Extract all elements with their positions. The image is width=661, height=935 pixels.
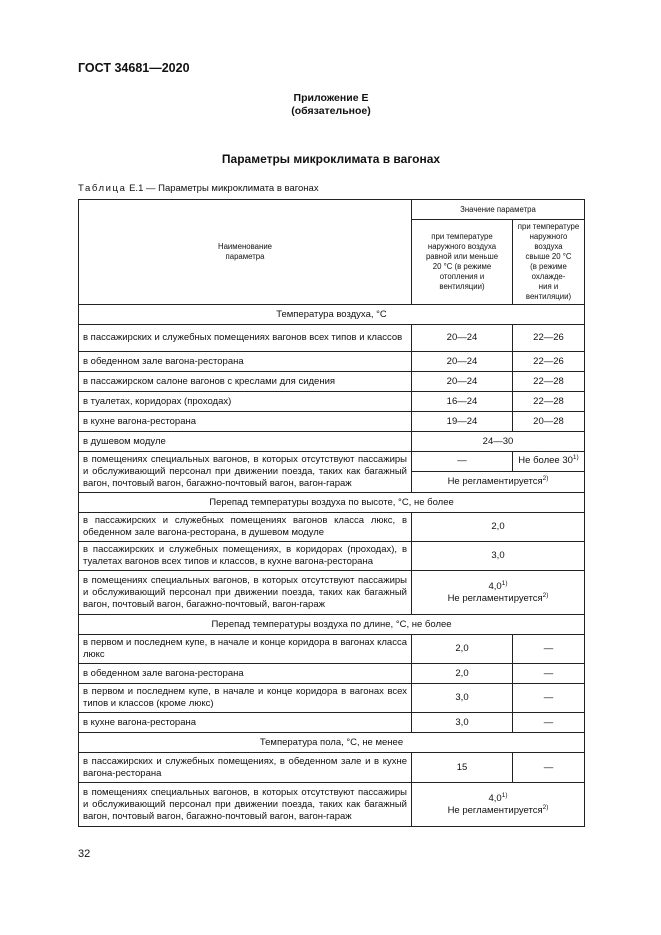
row-value-heating: 2,0: [412, 635, 513, 664]
row-value-heating: 3,0: [412, 713, 513, 733]
table-caption: [78, 183, 319, 194]
section-header: [79, 615, 585, 635]
table-body: [79, 305, 585, 827]
row-parameter-name: в пассажирских и служебных помещениях вагонов всех типов и классов: [79, 325, 412, 352]
row-parameter-name: в обеденном зале вагона-ресторана: [79, 664, 412, 684]
row-parameter-name: в первом и последнем купе, в начале и конце коридора в вагонах класса люкс: [79, 635, 412, 664]
row-parameter-name: в пассажирских и служебных помещениях, в коридорах (проходах), в туалетах вагонов всех типов и классов, в кухне вагона-ресторана: [79, 542, 412, 571]
value-secondary: [416, 593, 580, 605]
table-row: [79, 684, 585, 713]
section-header: [79, 493, 585, 513]
footnote-mark: 2): [542, 474, 549, 482]
table-caption-prefix: Таблица: [78, 183, 127, 194]
row-value-cooling: [513, 452, 585, 472]
row-parameter-name: в пассажирских и служебных помещениях, в обеденном зале и в кухне вагона-ресторана: [79, 753, 412, 783]
value-primary: [416, 793, 580, 805]
row-value-cooling: [513, 684, 585, 713]
row-value-heating: 15: [412, 753, 513, 783]
document-standard-code: ГОСТ 34681—2020: [78, 61, 190, 75]
section-title: Температура воздуха, °С: [276, 308, 387, 320]
value-text: 22—26: [533, 332, 564, 343]
row-parameter-name: в кухне вагона-ресторана: [79, 713, 412, 733]
section-title: Перепад температуры воздуха по высоте, °С, не более: [209, 496, 454, 508]
row-value-merged: [412, 783, 585, 827]
row-value-heating: 3,0: [412, 684, 513, 713]
footnote-mark: 2): [542, 803, 549, 811]
header-col-cooling: при температуре наружного воздуха свыше 20 °С (в режиме охлажде- ния и вентиляции): [513, 220, 585, 305]
row-value-cooling: [513, 713, 585, 733]
section-title: Перепад температуры воздуха по длине, °С, не более: [211, 618, 452, 630]
row-value-merged: [412, 513, 585, 542]
row-value-heating: 16—24: [412, 392, 513, 412]
row-parameter-name: в пассажирском салоне вагонов с креслами для сидения: [79, 372, 412, 392]
value-text: 3,0: [491, 550, 505, 561]
value-text: 4,0: [488, 580, 502, 592]
table-row: [79, 783, 585, 827]
table-row: [79, 392, 585, 412]
section-header: [79, 305, 585, 325]
table-row: [79, 452, 585, 472]
value-primary: [416, 521, 580, 533]
section-title: Температура пола, °С, не менее: [259, 736, 404, 748]
value-text: 4,0: [488, 792, 502, 804]
table-row: [79, 352, 585, 372]
value-text: 22—28: [533, 395, 564, 407]
value-text: 24—30: [482, 435, 514, 447]
table-row: [79, 664, 585, 684]
page-number: 32: [78, 848, 91, 860]
row-parameter-name: в пассажирских и служебных помещениях вагонов класса люкс, в обеденном зале вагона-ресторана, в душевом модуле: [79, 513, 412, 542]
appendix-title: Приложение Е: [293, 92, 369, 104]
row-parameter-name: в помещениях специальных вагонов, в которых отсутствуют пассажиры и обслуживающий персонал при движении поезда, таких как багажный вагон, почтовый вагон, багажно-почтовый, вагон-гараж: [79, 571, 412, 615]
row-value-cooling: [513, 412, 585, 432]
row-parameter-name: в туалетах, коридорах (проходах): [79, 392, 412, 412]
row-value-cooling: [513, 352, 585, 372]
table-row: [79, 753, 585, 783]
row-parameter-name: в обеденном зале вагона-ресторана: [79, 352, 412, 372]
table-row: [79, 713, 585, 733]
row-value-cooling: [513, 392, 585, 412]
row-value-cooling: [513, 372, 585, 392]
value-text: —: [543, 643, 554, 654]
table-caption-text: Е.1 — Параметры микроклимата в вагонах: [129, 183, 319, 194]
row-parameter-name: в первом и последнем купе, в начале и конце коридора в вагонах всех типов и классов (кроме люкс): [79, 684, 412, 713]
row-value-cooling: [513, 635, 585, 664]
row-value-heating: 20—24: [412, 325, 513, 352]
row-value-heating: 20—24: [412, 372, 513, 392]
value-secondary: [416, 805, 580, 817]
row-value-merged: [412, 432, 585, 452]
value-primary: [416, 550, 580, 562]
row-parameter-name: в помещениях специальных вагонов, в которых отсутствуют пассажиры и обслуживающий персонал при движении поезда, таких как багажный вагон, почтовый вагон, багажно-почтовый вагон, вагон-гараж: [79, 783, 412, 827]
document-title: Параметры микроклимата в вагонах: [221, 152, 441, 166]
value-text: —: [543, 716, 554, 728]
value-text: Не регламентируется: [447, 592, 543, 604]
table-row: [79, 635, 585, 664]
value-primary: [416, 436, 580, 448]
row-value-heating: 20—24: [412, 352, 513, 372]
value-text: 2,0: [491, 521, 505, 532]
table-row: [79, 432, 585, 452]
row-value-heating: 2,0: [412, 664, 513, 684]
table-row: [79, 513, 585, 542]
value-primary: [416, 581, 580, 593]
footnote-mark: 1): [572, 454, 579, 462]
row-value-heating: 19—24: [412, 412, 513, 432]
value-text: Не регламентируется: [447, 804, 543, 816]
value-text: —: [543, 761, 554, 773]
row-value-merged: [412, 542, 585, 571]
table-row: [79, 372, 585, 392]
value-text: Не более 30: [518, 455, 573, 467]
row-value-cooling: [513, 664, 585, 684]
row-value-heating: —: [412, 452, 513, 472]
appendix-status: (обязательное): [291, 105, 371, 117]
value-text: —: [543, 692, 554, 703]
value-text: 20—28: [533, 415, 564, 427]
section-header: [79, 733, 585, 753]
header-col-heating: при температуре наружного воздуха равной или меньше 20 °С (в режиме отопления и вентиляции): [412, 220, 513, 305]
header-parameter-value: Значение параметра: [412, 200, 585, 220]
table-row: [79, 325, 585, 352]
value-text: 22—28: [533, 375, 564, 387]
footnote-mark: 1): [501, 791, 508, 799]
row-parameter-name: в помещениях специальных вагонов, в которых отсутствуют пассажиры и обслуживающий персонал при движении поезда, таких как багажный вагон, почтовый вагон, багажно-почтовый вагон, вагон-гараж: [79, 452, 412, 493]
table-row: [79, 571, 585, 615]
header-parameter-name: Наименование параметра: [79, 200, 412, 305]
row-value-cooling: [513, 753, 585, 783]
value-text: 22—26: [533, 355, 564, 367]
row-value-merged: [412, 571, 585, 615]
table-row: [79, 412, 585, 432]
footnote-mark: 1): [501, 579, 508, 587]
row-parameter-name: в душевом модуле: [79, 432, 412, 452]
row-value-merged: [412, 471, 585, 492]
footnote-mark: 2): [542, 591, 549, 599]
table-row: [79, 542, 585, 571]
row-parameter-name: в кухне вагона-ресторана: [79, 412, 412, 432]
microclimate-table: [78, 199, 585, 827]
value-text: Не регламентируется: [447, 475, 543, 487]
row-value-cooling: [513, 325, 585, 352]
value-text: —: [543, 667, 554, 679]
